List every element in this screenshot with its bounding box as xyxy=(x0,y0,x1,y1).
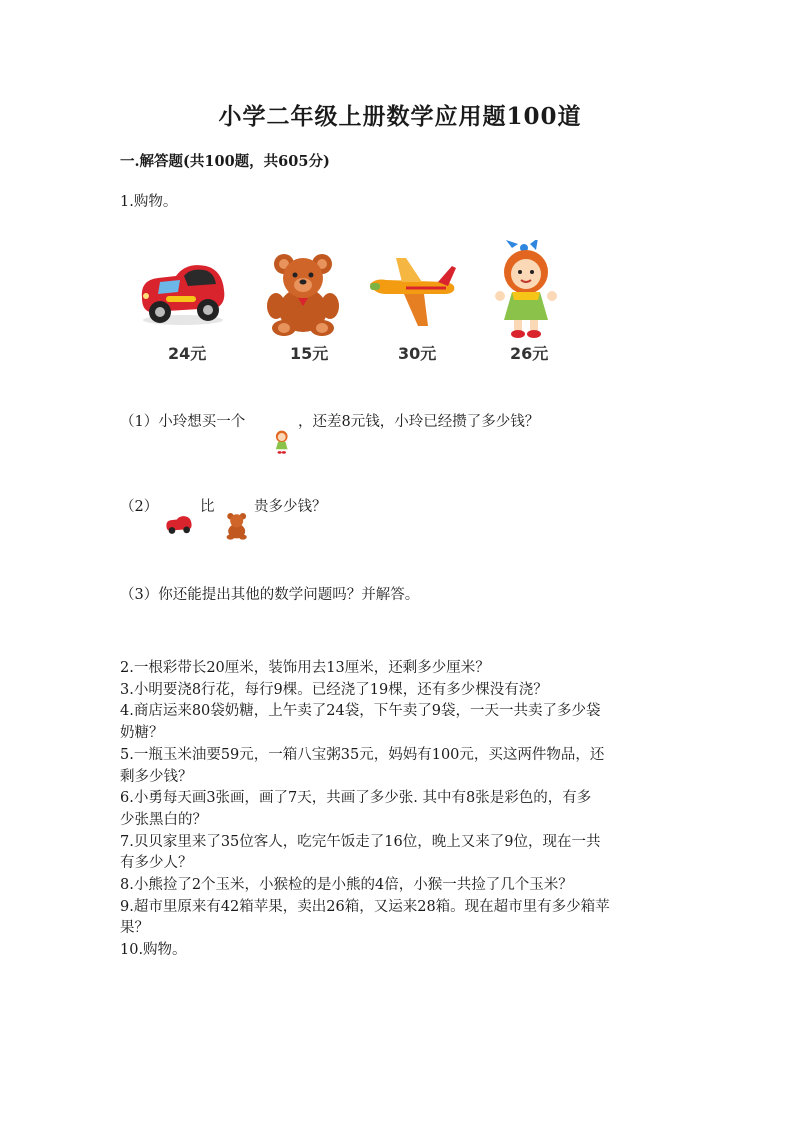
question-line: 有多少人？ xyxy=(120,855,193,872)
question-line: 奶糖？ xyxy=(120,725,164,742)
question-list xyxy=(120,658,685,962)
question-line: 8.小熊捡了2个玉米，小猴检的是小熊的4倍，小猴一共捡了几个玉米？ xyxy=(120,877,573,894)
question-1-label: 1.购物。 xyxy=(120,194,178,210)
subquestion-1-start: （1）小玲想买一个 xyxy=(120,414,246,430)
question-line: 7.贝贝家里来了35位客人，吃完午饭走了16位，晚上又来了9位，现在一共 xyxy=(120,833,601,850)
teddy-bear-icon xyxy=(264,252,344,340)
subquestion-2-compare: 比 xyxy=(200,499,215,515)
question-line: 剩多少钱？ xyxy=(120,768,193,785)
subquestion-2-start: （2） xyxy=(120,499,159,515)
subquestion-2-end: 贵多少钱？ xyxy=(254,499,327,515)
car-small-icon xyxy=(164,514,194,540)
question-line: 9.超市里原来有42箱苹果，卖出26箱，又运来28箱。现在超市里有多少箱苹 xyxy=(120,898,610,915)
airplane-icon xyxy=(366,254,458,334)
question-line: 2.一根彩带长20厘米，装饰用去13厘米，还剩多少厘米？ xyxy=(120,660,490,676)
car-icon xyxy=(136,258,230,334)
question-line: 10.购物。 xyxy=(120,942,187,959)
question-line: 3.小明要浇8行花，每行9棵。已经浇了19棵，还有多少棵没有浇？ xyxy=(120,681,548,698)
question-line: 4.商店运来80袋奶糖，上午卖了24袋，下午卖了9袋，一天一共卖了多少袋 xyxy=(120,703,601,720)
teddy-bear-price: 15元 xyxy=(290,344,329,363)
doll-price: 26元 xyxy=(510,344,549,363)
question-line: 5.一瓶玉米油要59元，一箱八宝粥35元，妈妈有100元，买这两件物品，还 xyxy=(120,746,605,763)
question-line: 6.小勇每天画3张画，画了7天，共画了多少张. 其中有8张是彩色的，有多 xyxy=(120,790,592,807)
subquestion-1-end: ，还差8元钱，小玲已经攒了多少钱？ xyxy=(298,414,540,430)
question-line: 少张黑白的？ xyxy=(120,811,207,828)
doll-icon xyxy=(490,240,564,342)
teddy-bear-small-icon xyxy=(224,512,250,544)
airplane-price: 30元 xyxy=(398,344,437,363)
question-line: 果？ xyxy=(120,920,149,937)
subquestion-3: （3）你还能提出其他的数学问题吗？并解答。 xyxy=(120,587,420,603)
car-price: 24元 xyxy=(168,344,207,363)
section-header: 一.解答题(共100题，共605分) xyxy=(120,153,330,170)
page-title: 小学二年级上册数学应用题100道 xyxy=(218,103,582,130)
doll-small-icon xyxy=(270,428,294,458)
